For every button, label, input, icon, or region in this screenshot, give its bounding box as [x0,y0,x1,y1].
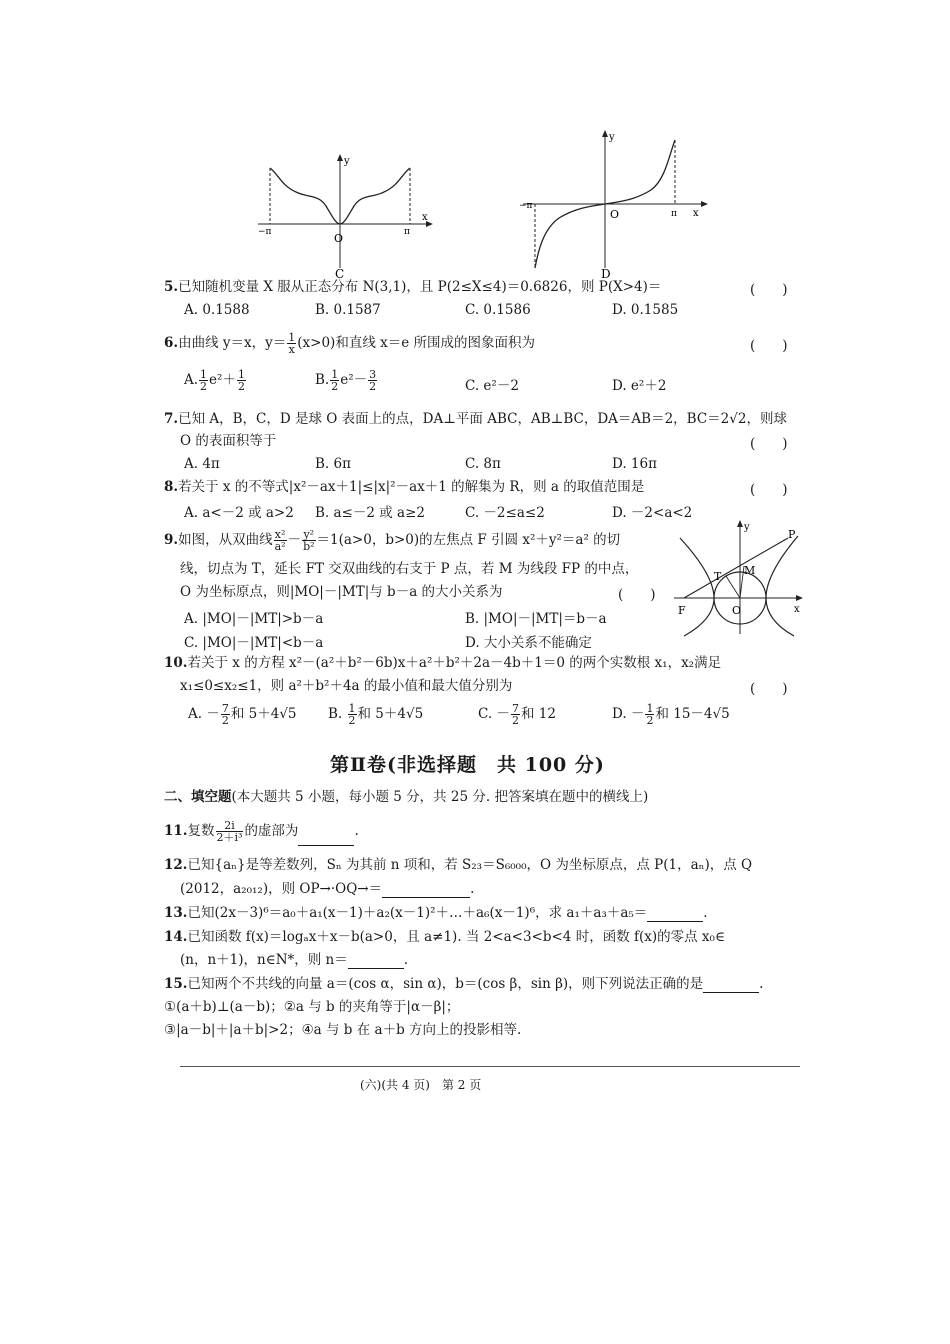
answer-blank[interactable] [298,829,354,846]
question-9-line2: 线，切点为 T，延长 FT 交双曲线的右支于 P 点，若 M 为线段 FP 的中点， [180,561,639,577]
question-text: (2012，a₂₀₁₂)，则 OP→·OQ→＝ [180,881,383,897]
denominator: 2 [221,714,229,727]
question-7 [164,410,787,428]
question-14-line2 [180,951,408,969]
question-15-line3: ③|a－b|＋|a＋b|>2；④a 与 b 在 a＋b 方向上的投影相等. [164,1022,522,1038]
question-13 [164,904,708,922]
denominator: 2 [331,380,339,393]
question-text-a: 复数 [187,823,215,839]
graph-d [515,128,715,280]
question-number: 5. [164,279,179,295]
answer-paren: ( ) [750,338,788,354]
answer-paren: ( ) [750,436,788,452]
option-d: D. －2<a<2 [612,505,693,521]
fig-y-label: y [744,522,750,533]
question-number: 13. [164,905,188,921]
hyperbola-figure [670,518,805,638]
numerator: 7 [511,702,519,715]
fig-o-label: O [732,604,742,617]
graph-d-caption: D [601,267,611,280]
option-text: 和 15－4√5 [655,706,730,722]
graph-c-neg-pi: −π [258,227,272,237]
graph-d-origin: O [610,208,620,221]
option-d: D. 0.1585 [612,302,679,318]
period: . [759,976,764,992]
question-number: 7. [164,411,179,427]
question-number: 12. [164,857,188,873]
option-text: e²＋ [209,372,236,388]
graph-c-y-label: y [344,156,350,167]
graph-c-origin: O [334,232,344,245]
answer-paren: ( ) [750,681,788,697]
period: . [470,881,475,897]
question-7-line2: O 的表面积等于 [180,433,277,449]
graph-c-x-label: x [422,212,428,223]
question-text: 若关于 x 的方程 x²－(a²＋b²－6b)x＋a²＋b²＋2a－4b＋1＝0 的两个实数根 x₁，x₂满足 [187,655,722,671]
question-8 [164,478,644,496]
question-number: 11. [164,823,188,839]
question-9 [164,524,620,556]
denominator: 2 [511,714,519,727]
fraction [330,369,339,392]
question-text-b: ＝1(a>0，b>0)的左焦点 F 引圆 x²＋y²＝a² 的切 [316,532,621,548]
exam-page [140,120,810,1100]
answer-blank[interactable] [647,905,703,922]
answer-paren: ( ) [750,282,788,298]
option-c [478,700,556,728]
numerator: 1 [348,702,356,715]
question-text-b: (x>0)和直线 x＝e 所围成的图象面积为 [297,335,535,351]
period: . [703,905,708,921]
question-text: 已知随机变量 X 服从正态分布 N(3,1)，且 P(2≤X≤4)＝0.6826，则 P(X>4)＝ [178,279,662,295]
question-10-line2: x₁≤0≤x₂≤1，则 a²＋b²＋4a 的最小值和最大值分别为 [180,678,513,694]
numerator: y² [303,528,315,541]
graph-c [250,150,440,280]
period: . [403,952,409,968]
question-text: 已知{aₙ}是等差数列，Sₙ 为其前 n 项和，若 S₂₃＝S₆₀₀₀，O 为坐标原点，点 P(1，aₙ)，点 Q [187,857,753,873]
option-text: 和 5＋4√5 [230,706,297,722]
question-number: 6. [164,335,179,351]
option-a [188,700,297,728]
option-a [184,368,247,392]
numerator: 7 [221,702,229,715]
numerator: 1 [288,331,296,344]
question-6 [164,328,535,358]
footer-divider [180,1066,800,1067]
question-number: 10. [164,655,188,671]
option-b: B. a≤－2 或 a≥2 [315,505,425,521]
option-d: D. 大小关系不能确定 [465,635,592,651]
denominator: 2 [646,714,654,727]
question-15-line2: ①(a＋b)⊥(a－b)；②a 与 b 的夹角等于|α－β|； [164,999,460,1015]
answer-paren: ( ) [618,587,656,603]
option-b [328,700,423,728]
denominator: 2 [237,380,245,393]
graph-d-neg-pi: −π [519,201,533,211]
question-text: (n，n＋1)，n∈N*，则 n＝ [180,952,348,968]
denominator: a² [274,540,286,553]
option-label: B. [315,372,330,388]
question-text: 已知(2x－3)⁶＝a₀＋a₁(x－1)＋a₂(x－1)²＋…＋a₆(x－1)⁶，求 a₁＋a₃＋a₅＝ [187,905,648,921]
answer-blank[interactable] [382,881,470,898]
question-text-a: 如图，从双曲线 [178,532,273,548]
fraction [302,529,315,552]
fill-note: (本大题共 5 小题，每小题 5 分，共 25 分. 把答案填在题中的横线上) [231,789,649,805]
question-number: 14. [164,929,188,945]
fraction [216,820,244,843]
numerator: 2i [216,820,244,832]
option-a: A. 0.1588 [184,302,250,318]
question-number: 15. [164,976,188,992]
question-text-b: 的虚部为 [244,823,299,839]
option-label: A. [184,372,199,388]
option-label: B. [328,706,347,722]
fraction [274,529,287,552]
denominator: 2＋i³ [216,831,243,844]
question-text: 已知两个不共线的向量 a＝(cos α，sin α)，b＝(cos β，sin β)，则下列说法正确的是 [187,976,704,992]
option-text: e²－ [340,372,368,388]
section-title: 第Ⅱ卷(非选择题 共 100 分) [330,754,605,776]
option-label: D. － [612,706,645,722]
fig-p-label: P [788,528,796,541]
question-text: 若关于 x 的不等式|x²－ax＋1|≤|x|²－ax＋1 的解集为 R，则 a 的取值范围是 [178,479,645,495]
option-d [612,700,730,728]
denominator: 2 [200,380,208,393]
minus-sign: － [287,532,302,548]
question-text: 已知函数 f(x)＝logₐx＋x－b(a>0，且 a≠1). 当 2<a<3<b<4 时，函数 f(x)的零点 x₀∈ [187,929,725,945]
option-b [315,368,378,392]
fraction [237,369,246,392]
question-9-line3: O 为坐标原点，则|MO|－|MT|与 b－a 的大小关系为 [180,584,503,600]
question-12-line2 [180,880,474,898]
option-c: C. 0.1586 [465,302,531,318]
question-10 [164,654,721,672]
option-text: 和 12 [520,706,556,722]
denominator: x [288,343,295,356]
option-label: C. － [478,706,510,722]
period: . [354,823,359,839]
numerator: 3 [369,368,377,381]
fraction [221,703,230,726]
option-d: D. 16π [612,456,657,472]
fig-x-label: x [794,604,800,615]
question-5 [164,278,661,296]
option-b: B. |MO|－|MT|＝b－a [465,611,607,627]
numerator: 1 [237,368,245,381]
fraction [645,703,654,726]
fig-t-label: T [714,570,722,583]
denominator: b² [303,540,315,553]
question-11 [164,816,359,846]
fill-header: 二、填空题 [164,789,232,805]
question-12 [164,856,752,874]
numerator: 1 [200,368,208,381]
option-c: C. －2≤a≤2 [465,505,545,521]
fraction [368,369,377,392]
graph-d-pi: π [671,209,677,219]
fraction [348,703,357,726]
option-a: A. a<－2 或 a>2 [184,505,294,521]
option-b: B. 0.1587 [315,302,381,318]
answer-blank[interactable] [348,952,404,969]
option-c: C. |MO|－|MT|<b－a [184,635,324,651]
question-number: 8. [164,479,179,495]
option-c: C. 8π [465,456,501,472]
question-15 [164,975,763,993]
answer-paren: ( ) [750,482,788,498]
numerator: 1 [646,702,654,715]
numerator: 1 [331,368,339,381]
option-a: A. 4π [184,456,220,472]
option-b: B. 6π [315,456,351,472]
denominator: 2 [369,380,377,393]
graph-d-x-label: x [693,208,699,219]
numerator: x² [274,528,286,541]
denominator: 2 [348,714,356,727]
graph-d-y-label: y [609,132,615,143]
fraction [511,703,520,726]
question-text: 已知 A，B，C，D 是球 O 表面上的点，DA⊥平面 ABC，AB⊥BC，DA＝AB＝2，BC＝2√2，则球 [178,411,787,427]
question-14 [164,928,725,946]
fill-section-header [164,788,648,806]
option-a: A. |MO|－|MT|>b－a [184,611,324,627]
answer-blank[interactable] [703,976,759,993]
fraction [199,369,208,392]
option-label: A. － [188,706,220,722]
fig-f-label: F [678,604,686,617]
fraction [287,332,296,355]
page-footer: (六)(共 4 页) 第 2 页 [360,1078,482,1092]
option-text: 和 5＋4√5 [357,706,424,722]
option-d: D. e²＋2 [612,378,667,394]
question-text-a: 由曲线 y＝x，y＝ [178,335,287,351]
question-number: 9. [164,532,179,548]
option-c: C. e²－2 [465,378,519,394]
fig-m-label: M [744,564,756,577]
graph-c-caption: C [335,267,345,280]
graph-c-pi: π [404,227,410,237]
